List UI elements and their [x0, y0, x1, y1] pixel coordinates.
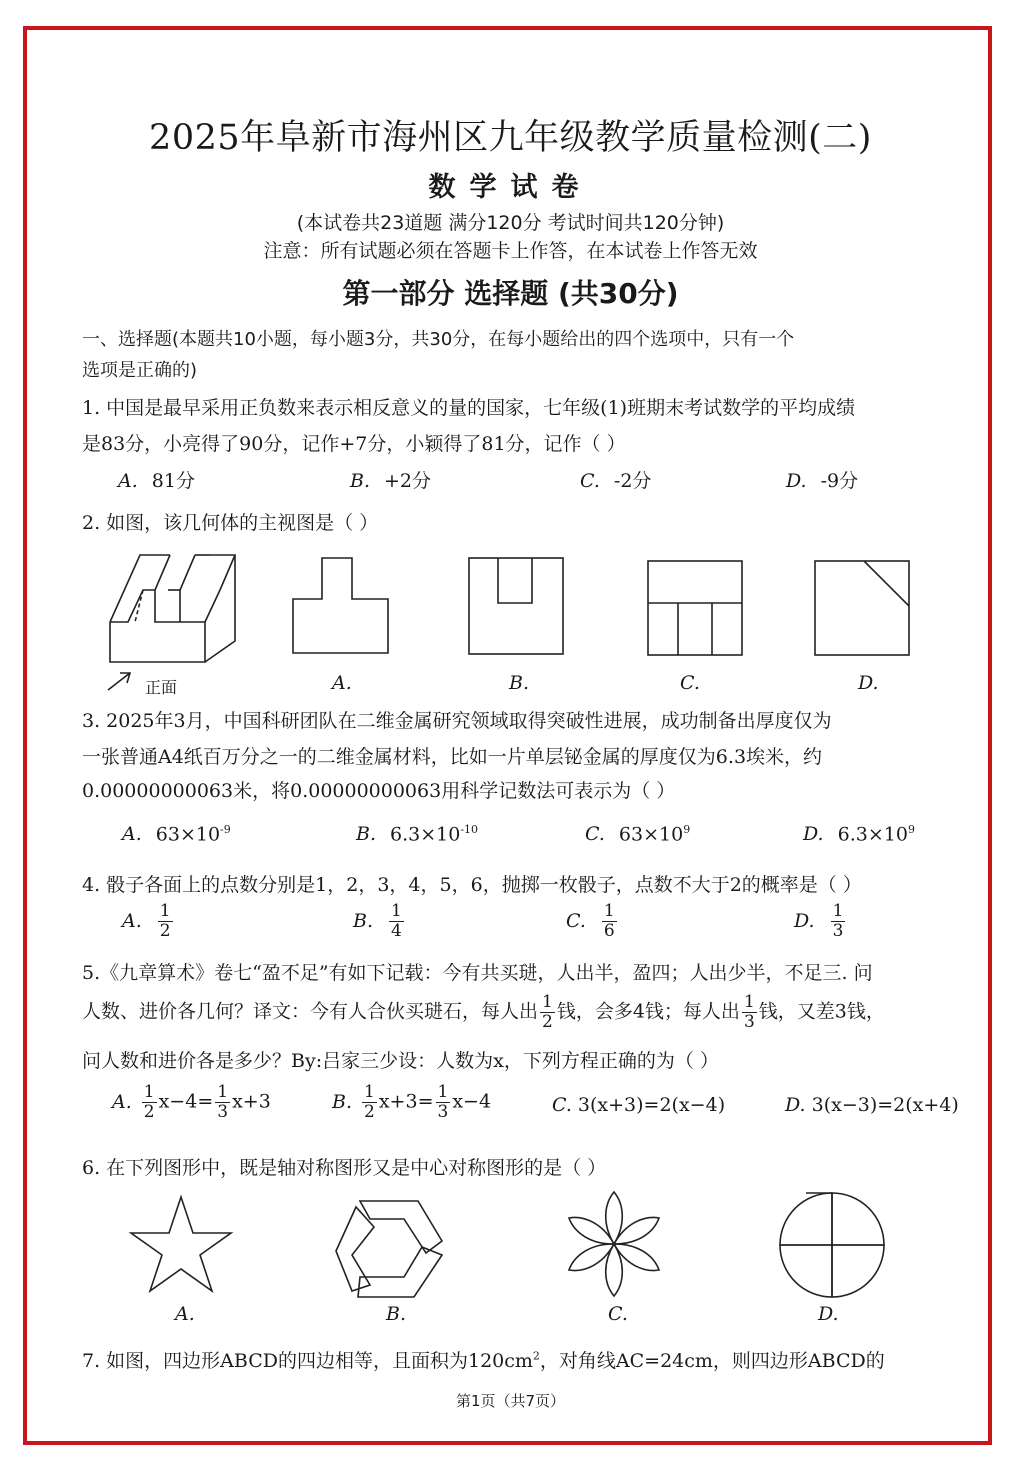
q3-line3: 0.00000000063米，将0.00000000063用科学记数法可表示为（ ） [82, 780, 676, 802]
q5-option-d: D. 3(x−3)=2(x+4) [785, 1094, 959, 1116]
q4-line1: 4. 骰子各面上的点数分别是1，2，3，4，5，6，抛掷一枚骰子，点数不大于2的概率是（ ） [82, 874, 862, 896]
exam-subtitle: 数学试卷 [428, 172, 593, 203]
q6-fig-label-c: C. [608, 1303, 628, 1325]
q4-option-d: D. $\frac{1}{3}$ [794, 901, 844, 941]
q6-option-c-flower [564, 1188, 664, 1300]
q2-option-b-figure [466, 555, 566, 657]
q6-option-d-pinwheel [775, 1190, 889, 1300]
q2-fig-label-a: A. [332, 672, 352, 694]
q5-option-c: C. 3(x+3)=2(x−4) [552, 1094, 726, 1116]
q6-line1: 6. 在下列图形中，既是轴对称图形又是中心对称图形的是（ ） [82, 1157, 607, 1179]
q3-line2: 一张普通A4纸百万分之一的二维金属材料，比如一片单层铋金属的厚度仅为6.3埃米，约 [82, 746, 823, 768]
part-title: 第一部分 选择题 (共30分) [342, 277, 679, 310]
q4-option-b: B. $\frac{1}{4}$ [353, 901, 402, 941]
q5-line3: 问人数和进价各是多少？By:吕家三少设：人数为x，下列方程正确的为（ ） [82, 1050, 719, 1072]
q2-option-a-figure [290, 555, 390, 657]
q4-option-c: C. $\frac{1}{6}$ [566, 901, 615, 941]
q3-option-d: D. $6.3\times 10^9$ [803, 823, 915, 846]
q3-option-c: C. $63\times 10^9$ [585, 823, 691, 846]
section-instruction-line2: 选项是正确的) [82, 360, 198, 381]
q2-fig-label-b: B. [509, 672, 530, 694]
q6-fig-label-a: A. [175, 1303, 195, 1325]
page-footer: 第1页（共7页） [455, 1392, 566, 1410]
q1-option-d: D. -9分 [786, 470, 859, 492]
q1-option-c: C. -2分 [580, 470, 652, 492]
q7-line1: 7. 如图，四边形ABCD的四边相等，且面积为$120cm^2$，对角线AC=24cm，则四边形ABCD的 [82, 1349, 885, 1372]
q3-option-a: A. $63\times 10^{-9}$ [122, 823, 231, 846]
q2-fig-label-c: C. [680, 672, 700, 694]
q2-line1: 2. 如图，该几何体的主视图是（ ） [82, 512, 379, 534]
q6-fig-label-b: B. [386, 1303, 407, 1325]
q2-option-c-figure [645, 558, 745, 658]
exam-title: 2025年阜新市海州区九年级教学质量检测(二) [149, 118, 872, 158]
section-instruction-line1: 一、选择题(本题共10小题，每小题3分，共30分，在每小题给出的四个选项中，只有一个 [82, 329, 795, 350]
q2-fig-label-d: D. [858, 672, 879, 694]
q2-solid-figure [100, 545, 250, 695]
q5-option-b: B. $\frac{1}{2}$ x+3= $\frac{1}{3}$ x−4 [332, 1082, 492, 1122]
q1-line1: 1. 中国是最早采用正负数来表示相反意义的量的国家，七年级(1)班期末考试数学的平均成绩 [82, 397, 856, 419]
q5-option-a: A. $\frac{1}{2}$ x−4= $\frac{1}{3}$ x+3 [112, 1082, 271, 1122]
q1-option-b: B. +2分 [350, 470, 432, 492]
q1-option-a: A. 81分 [118, 470, 195, 492]
exam-info: (本试卷共23道题 满分120分 考试时间共120分钟) [296, 212, 725, 234]
q3-option-b: B. $6.3\times 10^{-10}$ [356, 823, 479, 846]
q6-option-a-star [128, 1193, 234, 1295]
front-label: 正面 [145, 678, 178, 697]
q5-line1: 5.《九章算术》卷七“盈不足”有如下记载：今有共买琎，人出半，盈四；人出少半，不足三. 问 [82, 962, 873, 984]
q6-fig-label-d: D. [818, 1303, 839, 1325]
q3-line1: 3. 2025年3月，中国科研团队在二维金属研究领域取得突破性进展，成功制备出厚度仅为 [82, 710, 832, 732]
q6-option-b-figure [330, 1193, 448, 1301]
q2-option-d-figure [812, 558, 912, 658]
q1-line2: 是83分，小亮得了90分，记作+7分，小颖得了81分，记作（ ） [82, 433, 626, 455]
exam-notice: 注意：所有试题必须在答题卡上作答，在本试卷上作答无效 [263, 240, 758, 262]
q5-line2: 人数、进价各几何？译文：今有人合伙买琎石，每人出 $\frac{1}{2}$ 钱，会多4钱；每人出 $\frac{1}{3}$ 钱，又差3钱， [82, 992, 885, 1032]
q4-option-a: A. $\frac{1}{2}$ [122, 901, 171, 941]
